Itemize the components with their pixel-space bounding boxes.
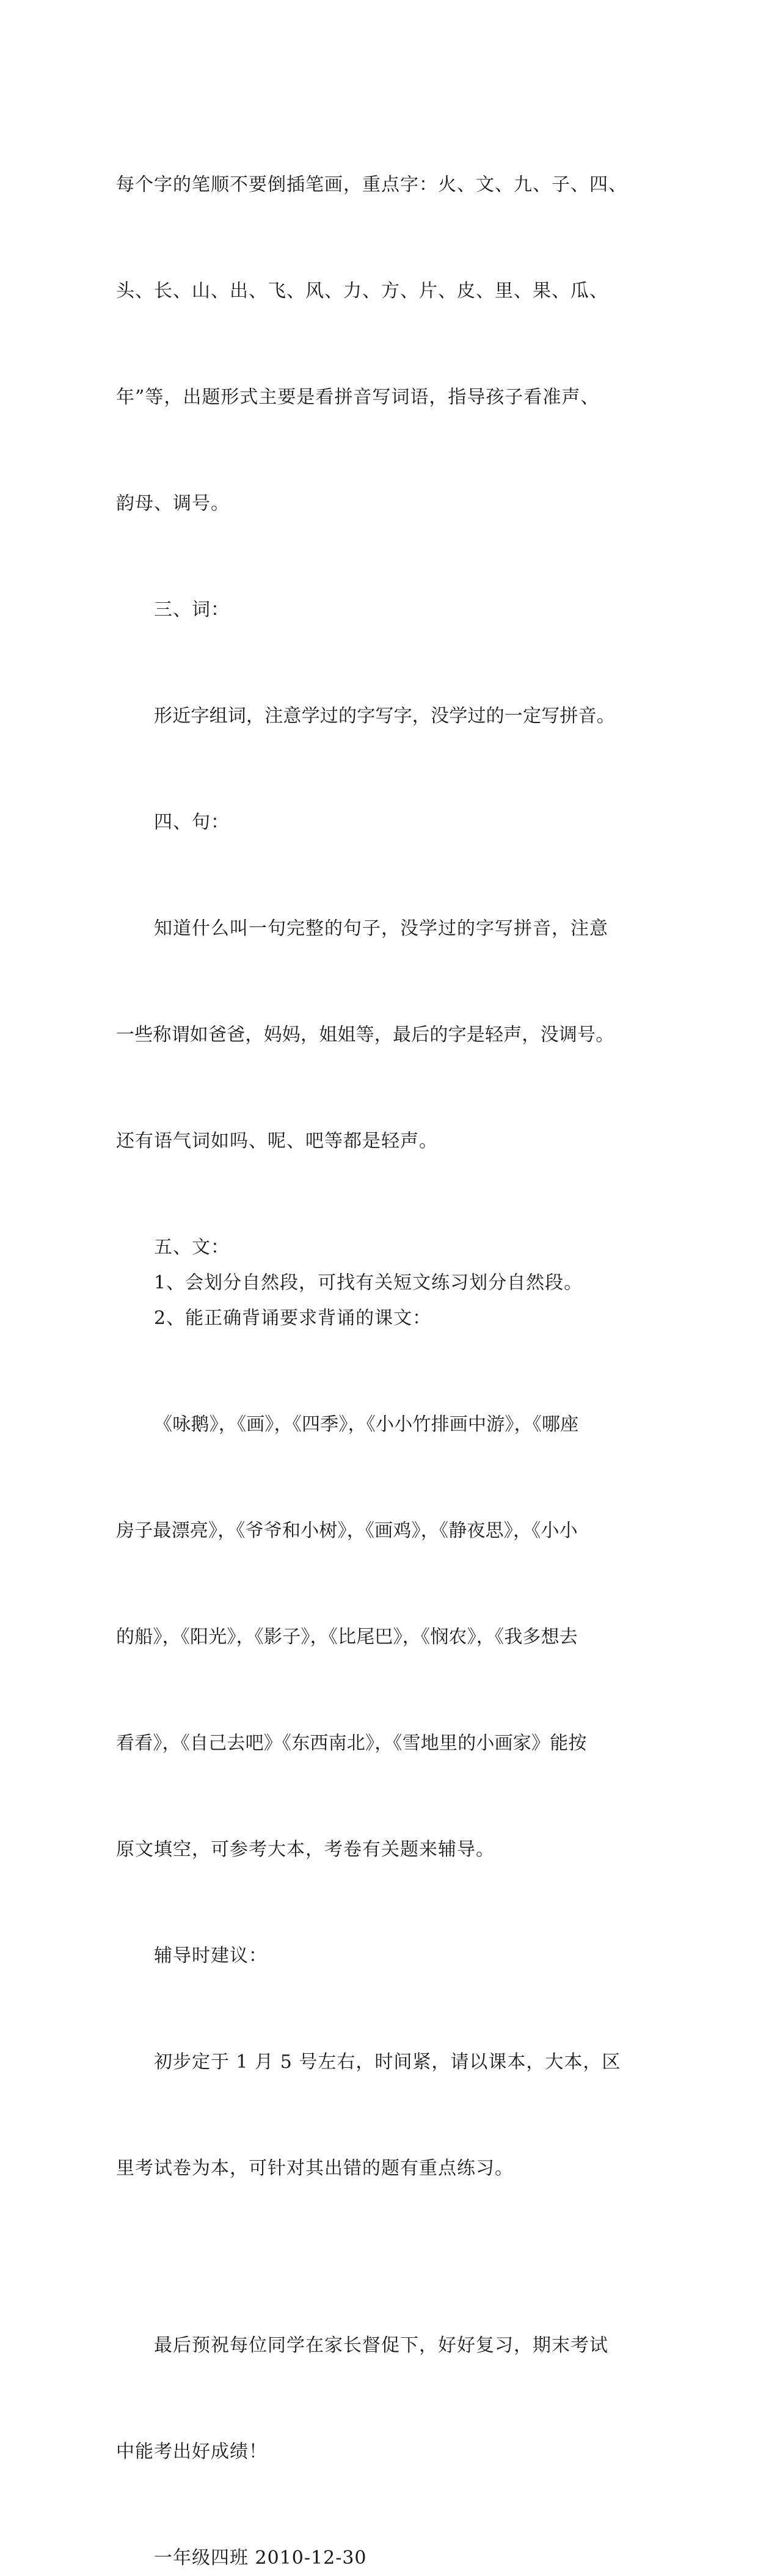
text-line: 的船》，《阳光》，《影子》，《比尾巴》，《悯农》，《我多想去 xyxy=(116,1626,578,1648)
words-paragraph xyxy=(116,628,654,805)
closing-paragraph xyxy=(116,2257,654,2541)
advice-paragraph xyxy=(116,1974,654,2257)
text-line: 《咏鹅》，《画》，《四季》，《小小竹排画中游》，《哪座 xyxy=(154,1414,579,1435)
list-item-paragraphs: 1、会划分自然段，可找有关短文练习划分自然段。 xyxy=(154,1272,583,1293)
key-characters-paragraph xyxy=(116,96,654,592)
list-item-recite: 2、能正确背诵要求背诵的课文： xyxy=(154,1308,432,1329)
text-line: 初步定于 1 月 5 号左右，时间紧，请以课本，大本，区 xyxy=(154,2051,621,2073)
text-line: 知道什么叫一句完整的句子，没学过的字写拼音，注意 xyxy=(154,918,608,939)
text-line: 韵母、调号。 xyxy=(116,493,230,514)
text-line: 每个字的笔顺不要倒插笔画，重点字：火、文、九、子、四、 xyxy=(116,174,627,195)
text-line: 一些称谓如爸爸，妈妈，姐姐等，最后的字是轻声，没调号。 xyxy=(116,1024,614,1046)
text-line: 中能考出好成绩！ xyxy=(116,2441,268,2462)
text-line: 最后预祝每位同学在家长督促下，好好复习，期末考试 xyxy=(154,2335,608,2356)
section-heading-texts: 五、文： xyxy=(154,1237,230,1258)
signature-line: 一年级四班 2010-12-30 xyxy=(154,2547,367,2569)
section-heading-words: 三、词： xyxy=(154,599,230,620)
text-line: 里考试卷为本，可针对其出错的题有重点练习。 xyxy=(116,2158,514,2179)
text-line: 形近字组词，注意学过的字写字，没学过的一定写拼音。 xyxy=(154,705,615,727)
text-line: 原文填空，可参考大本，考卷有关题来辅导。 xyxy=(116,1839,495,1860)
sentences-paragraph xyxy=(116,840,654,1230)
section-heading-advice: 辅导时建议： xyxy=(154,1945,268,1967)
text-line: 还有语气词如吗、呢、吧等都是轻声。 xyxy=(116,1130,438,1152)
document-body xyxy=(116,96,654,2576)
text-line: 年”等，出题形式主要是看拼音写词语，指导孩子看准声、 xyxy=(116,387,600,408)
section-heading-sentences: 四、句： xyxy=(154,812,230,833)
recitation-list-paragraph xyxy=(116,1336,654,1938)
text-line: 头、长、山、出、飞、风、力、方、片、皮、里、果、瓜、 xyxy=(116,280,608,302)
text-line: 房子最漂亮》，《爷爷和小树》，《画鸡》，《静夜思》，《小小 xyxy=(116,1520,578,1541)
text-line: 看看》，《自己去吧》《东西南北》，《雪地里的小画家》能按 xyxy=(116,1733,587,1754)
